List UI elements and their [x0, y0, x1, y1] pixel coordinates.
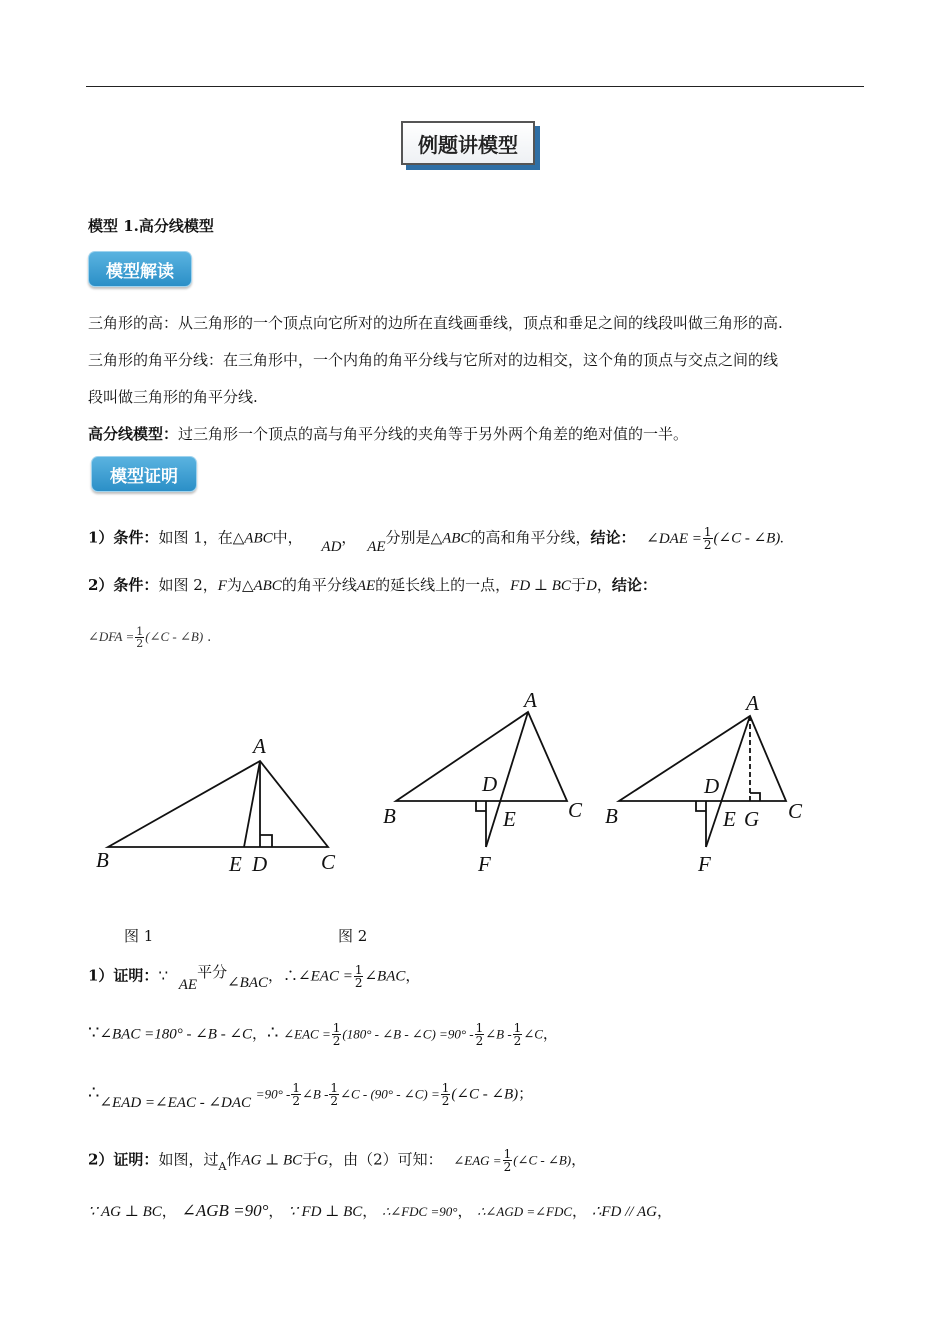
model-statement: 过三角形一个顶点的高与角平分线的夹角等于另外两个角差的绝对值的一半。: [178, 425, 689, 443]
interpret-line-3: 段叫做三角形的角平分线.: [88, 388, 258, 406]
fraction-half-9: [441, 1082, 451, 1107]
frac-den: 2: [332, 1034, 341, 1048]
fig3-label-g: G: [744, 807, 760, 831]
comma: ，: [656, 1202, 672, 1220]
eq-eac-2-a: ∠EAC =: [283, 1026, 331, 1042]
model-name-label: 高分线模型：: [88, 425, 179, 443]
fig2-right-angle-mark: [476, 801, 486, 811]
comma: ，: [268, 966, 284, 985]
frac-num: 1: [136, 625, 144, 638]
badge-proof-label: 模型证明: [110, 466, 178, 487]
condition-2-text-e: 于: [570, 576, 586, 594]
condition-1-text-c: 分别是: [385, 528, 431, 547]
fig1-label-a: A: [253, 734, 266, 758]
segment-ad: AD: [321, 538, 342, 555]
stmt-fd-perp: ∵ FD ⊥ BC: [288, 1204, 363, 1220]
fig3-label-c: C: [788, 799, 803, 823]
therefore-symbol: ∴: [283, 966, 299, 985]
figure-2-caption: 图 2: [338, 927, 368, 945]
fraction-half-6: [513, 1022, 523, 1047]
condition-2-label: 2）条件：: [88, 576, 159, 594]
figure-3: [619, 716, 786, 847]
eq-eag-left: ∠EAG =: [453, 1152, 502, 1168]
fig1-bisector-ae: [244, 761, 260, 847]
formula-1-right: (∠C - ∠B).: [713, 530, 785, 547]
fraction-half-8: [329, 1082, 339, 1107]
semicolon: ；: [518, 1084, 534, 1103]
frac-den: 2: [503, 1160, 512, 1174]
eq-eac-right: ∠BAC: [364, 968, 406, 985]
frac-num: 1: [703, 525, 712, 539]
proof-2-text-c: 于: [302, 1150, 318, 1169]
angle-bac: ∠BAC: [227, 974, 269, 991]
fig3-label-a: A: [746, 691, 759, 715]
fig2-label-f: F: [478, 852, 491, 876]
comma: ，: [252, 1024, 268, 1043]
fraction-half-10: [503, 1148, 513, 1173]
condition-2-text-d: 的延长线上的一点，: [375, 576, 511, 594]
frac-den: 2: [703, 538, 712, 552]
stmt-fdc-90: ∴∠FDC =90°: [382, 1204, 458, 1219]
stmt-ag-perp: ∵ AG ⊥ BC: [88, 1204, 162, 1220]
fig3-right-angle-mark-d: [696, 801, 706, 811]
proof-1-label: 1）证明：: [88, 966, 159, 985]
condition-2-text-a: 如图 2，: [158, 576, 218, 594]
condition-2-text-f: ，: [596, 576, 612, 594]
eq-eac-2-b: (180° - ∠B - ∠C) =90° -: [342, 1026, 474, 1042]
frac-den: 2: [292, 1094, 300, 1108]
figures: [0, 685, 950, 885]
frac-num: 1: [513, 1021, 522, 1035]
condition-1-label: 1）条件：: [88, 528, 159, 547]
frac-den: 2: [441, 1094, 450, 1108]
comma: ，: [268, 1202, 284, 1220]
frac-den: 2: [136, 637, 144, 650]
comma: ，: [362, 1202, 378, 1220]
badge-interpret-label: 模型解读: [106, 261, 174, 282]
condition-2-text-b: 为: [226, 576, 242, 594]
condition-1-text-b: 中，: [272, 528, 303, 547]
eq-ead-c: ∠B -: [302, 1086, 329, 1102]
proof-2-label: 2）证明：: [88, 1150, 159, 1169]
eq-eac-left: ∠EAC =: [298, 968, 353, 985]
formula-1-left: ∠DAE =: [646, 530, 702, 547]
frac-num: 1: [503, 1147, 512, 1161]
figure-1: [108, 761, 328, 847]
fraction-half-5: [475, 1022, 485, 1047]
proof-line-1: [88, 962, 421, 993]
frac-den: 2: [354, 976, 363, 990]
formula-2-left: ∠DFA =: [88, 629, 135, 644]
word-bisects: 平分: [197, 962, 228, 981]
badge-interpret: [88, 251, 192, 287]
frac-num: 1: [330, 1081, 339, 1095]
proof-2-text-a: 如图，过: [158, 1150, 219, 1169]
stmt-agd-fdc: ∴∠AGD =∠FDC: [477, 1204, 573, 1219]
comma: ，: [161, 1202, 177, 1220]
fraction-half-7: [291, 1082, 301, 1107]
because-symbol: ∵: [158, 966, 168, 985]
fraction-half-4: [332, 1022, 342, 1047]
frac-den: 2: [330, 1094, 339, 1108]
point-d: D: [585, 578, 597, 594]
fig1-label-d: D: [252, 852, 268, 876]
fig3-right-angle-mark-g: [750, 793, 760, 801]
figure-1-caption: 图 1: [124, 927, 154, 945]
frac-den: 2: [475, 1034, 484, 1048]
fig3-triangle: [619, 716, 786, 801]
triangle-abc-2: △ABC: [430, 530, 471, 547]
formula-2: [88, 626, 211, 649]
interpret-line-4: [88, 423, 688, 444]
eq-ead-a: ∠EAD =∠EAC - ∠DAC: [99, 1094, 252, 1111]
eq-ead-e: (∠C - ∠B): [451, 1086, 519, 1103]
fraction-half-2: [135, 626, 144, 649]
comma: ，: [571, 1150, 587, 1169]
comma: ，: [457, 1202, 473, 1220]
proof-2-text-b: 作: [226, 1150, 242, 1169]
fig1-triangle: [108, 761, 328, 847]
triangle-abc-3: △ABC: [241, 578, 282, 594]
fig3-label-d: D: [704, 774, 720, 798]
fraction-half: [703, 526, 713, 551]
stmt-fd-parallel-ag: ∴FD // AG: [591, 1204, 657, 1220]
proof-line-3: [88, 1081, 534, 1111]
perpendicular-fd-bc: FD ⊥ BC: [510, 578, 571, 594]
section-title: 例题讲模型: [418, 132, 518, 157]
comma: ，: [572, 1202, 588, 1220]
frac-num: 1: [332, 1021, 341, 1035]
frac-num: 1: [292, 1081, 300, 1095]
point-f: F: [217, 578, 227, 594]
eq-eac-2-c: ∠B -: [485, 1026, 512, 1042]
proof-line-2: [88, 1022, 558, 1047]
interpret-line-1: 三角形的高：从三角形的一个顶点向它所对的边所在直线画垂线，顶点和垂足之间的线段叫做三角形的高.: [88, 314, 783, 332]
fig1-label-e: E: [229, 852, 242, 876]
comma: ，: [542, 1024, 558, 1043]
frac-num: 1: [354, 963, 363, 977]
comma: ，: [341, 528, 357, 547]
eq-eag-right: (∠C - ∠B): [513, 1152, 572, 1168]
fig1-label-c: C: [321, 850, 336, 874]
condition-2-text-c: 的角平分线: [281, 576, 357, 594]
therefore-symbol-3: ∴: [88, 1082, 100, 1104]
model-title: 模型 1.高分线模型: [88, 217, 214, 235]
condition-2: [88, 574, 657, 595]
frac-num: 1: [441, 1081, 450, 1095]
conclusion-label-2: 结论：: [611, 576, 657, 594]
header-rule: [86, 86, 864, 87]
condition-1-text-d: 的高和角平分线，: [470, 528, 591, 547]
badge-proof: [91, 456, 197, 492]
fraction-half-3: [354, 964, 364, 989]
fig1-right-angle-mark: [260, 835, 272, 847]
fig2-label-e: E: [503, 807, 516, 831]
formula-2-right: (∠C - ∠B): [145, 629, 204, 644]
condition-1: [88, 525, 785, 555]
proof-2-text-d: ，由（2）可知：: [328, 1150, 443, 1169]
eq-eac-2-d: ∠C: [523, 1026, 543, 1042]
period: .: [207, 630, 212, 645]
comma: ，: [405, 966, 421, 985]
eq-ead-d: ∠C - (90° - ∠C) =: [340, 1086, 440, 1102]
proof-line-4: [88, 1148, 586, 1173]
segment-ae-3: AE: [178, 976, 198, 993]
triangle-abc: △ABC: [232, 530, 273, 547]
eq-ead-b: =90° -: [255, 1086, 291, 1102]
frac-den: 2: [513, 1034, 522, 1048]
segment-ae: AE: [367, 538, 386, 555]
fig2-label-d: D: [482, 772, 498, 796]
fig3-label-b: B: [605, 804, 618, 828]
segment-ae-2: AE: [356, 578, 376, 594]
therefore-symbol-2: ∴: [267, 1022, 279, 1044]
fig2-label-c: C: [568, 798, 583, 822]
conclusion-label: 结论：: [590, 528, 636, 547]
because-symbol-2: ∵: [88, 1022, 100, 1044]
fig1-label-b: B: [96, 848, 109, 872]
fig3-label-e: E: [723, 807, 736, 831]
interpret-line-2: 三角形的角平分线：在三角形中，一个内角的角平分线与它所对的边相交，这个角的顶点与交点之间的线: [88, 351, 779, 369]
fig2-label-b: B: [383, 804, 396, 828]
fig2-label-a: A: [524, 688, 537, 712]
section-title-box: [401, 121, 535, 165]
point-a: A: [218, 1159, 227, 1173]
frac-num: 1: [475, 1021, 484, 1035]
point-g: G: [317, 1152, 329, 1169]
perpendicular-ag-bc: AG ⊥ BC: [241, 1152, 303, 1169]
fig3-label-f: F: [698, 852, 711, 876]
stmt-agb-90: ∠AGB =90°: [181, 1201, 269, 1220]
eq-bac-sum: ∠BAC =180° - ∠B - ∠C: [99, 1026, 253, 1043]
proof-line-5: [88, 1200, 672, 1221]
condition-1-text-a: 如图 1，在: [158, 528, 233, 547]
